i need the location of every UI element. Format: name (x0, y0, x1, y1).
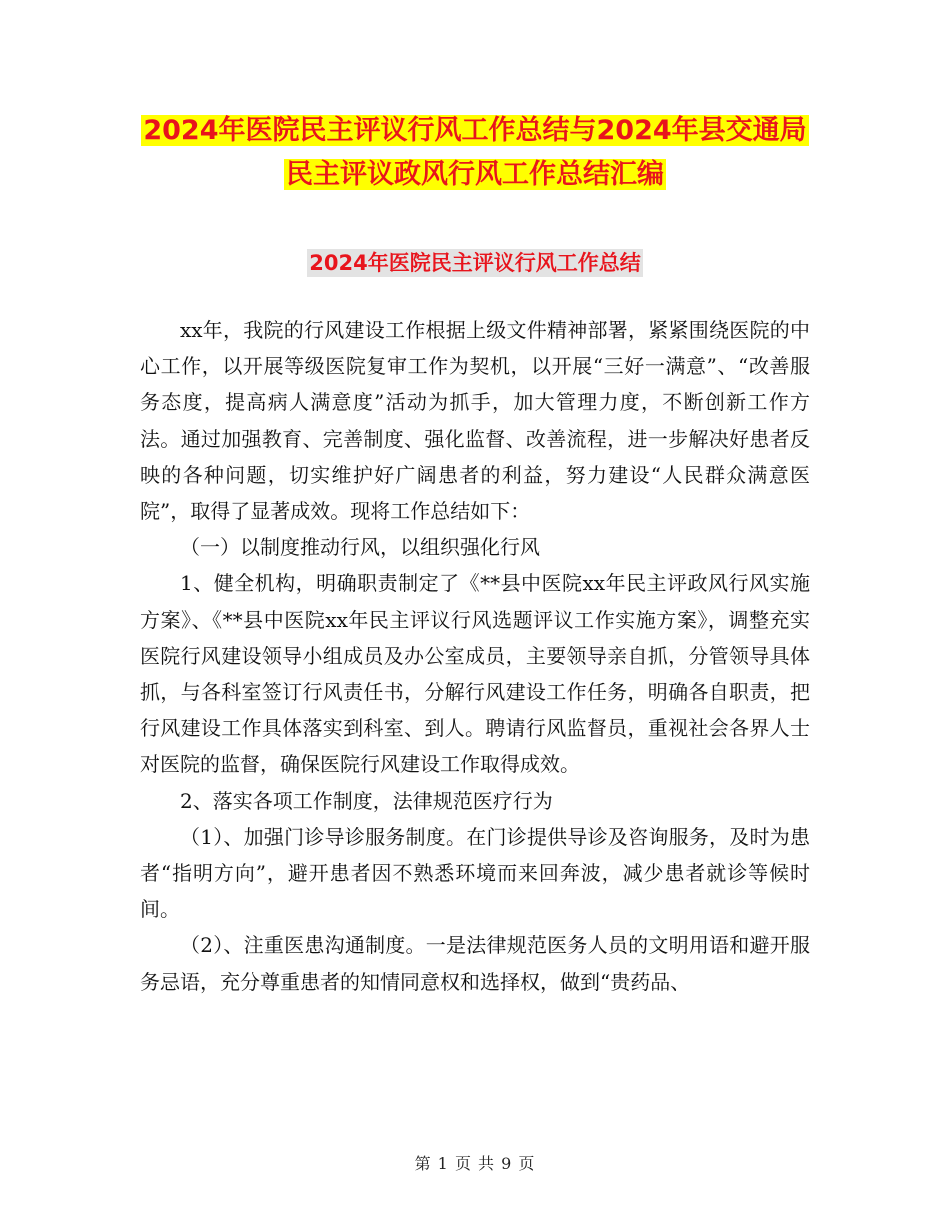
page-footer: 第 1 页 共 9 页 (414, 1154, 536, 1173)
paragraph-intro: xx年，我院的行风建设工作根据上级文件精神部署，紧紧围绕医院的中心工作，以开展等级医院复审工作为契机，以开展“三好一满意”、“改善服务态度，提高病人满意度”活动为抓手，加大管理力度，不断创新工作方法。通过加强教育、完善制度、强化监督、改善流程，进一步解决好患者反映的各种问题，切实维护好广阔患者的利益，努力建设“人民群众满意医院”，取得了显著成效。现将工作总结如下： (140, 318, 810, 524)
paragraph-subitem-1: （1）、加强门诊导诊服务制度。在门诊提供导诊及咨询服务，及时为患者“指明方向”，避开患者因不熟悉环境而来回奔波，减少患者就诊等候时间。 (140, 824, 810, 922)
document-title-line-1 (0, 109, 950, 153)
document-title-line-2 (0, 153, 950, 197)
paragraph-subitem-2: （2）、注重医患沟通制度。一是法律规范医务人员的文明用语和避开服务忌语，充分尊重患者的知情同意权和选择权，做到“贵药品、 (140, 933, 810, 994)
section-title (0, 243, 950, 283)
title-line-1-text: 2024年医院民主评议行风工作总结与2024年县交通局 (143, 115, 807, 146)
document-body (140, 312, 810, 1000)
title-line-2-text: 民主评议政风行风工作总结汇编 (286, 159, 664, 190)
paragraph-item-1: 1、健全机构，明确职责制定了《**县中医院xx年民主评政风行风实施方案》、《**县中医院xx年民主评议行风选题评议工作实施方案》，调整充实医院行风建设领导小组成员及办公室成员，主要领导亲自抓，分管领导具体抓，与各科室签订行风责任书，分解行风建设工作任务，明确各自职责，把行风建设工作具体落实到科室、到人。聘请行风监督员，重视社会各界人士对医院的监督，确保医院行风建设工作取得成效。 (140, 571, 810, 777)
section-title-text: 2024年医院民主评议行风工作总结 (309, 251, 641, 275)
paragraph-item-2: 2、落实各项工作制度，法律规范医疗行为 (180, 788, 553, 813)
paragraph-heading-1: （一）以制度推动行风，以组织强化行风 (180, 535, 540, 560)
